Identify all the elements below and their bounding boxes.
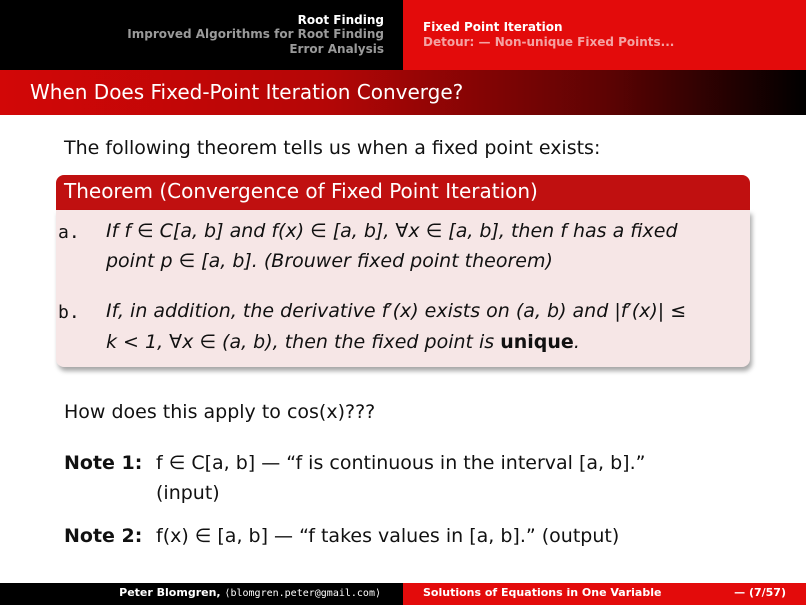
theorem-item-b-line2 <box>106 331 580 353</box>
subsection-nav <box>403 0 806 70</box>
footer-page-number: — (7/57) <box>734 586 786 599</box>
note-2-label: Note 2: <box>64 525 143 547</box>
theorem-title: Theorem (Convergence of Fixed Point Iteration) <box>64 179 538 203</box>
section-nav <box>0 0 403 70</box>
frame-title: When Does Fixed-Point Iteration Converge? <box>30 80 464 104</box>
theorem-block <box>56 175 750 367</box>
note-1-label: Note 1: <box>64 452 143 474</box>
nav-subsection-detour[interactable]: Detour: — Non-unique Fixed Points... <box>423 35 675 49</box>
item-marker-b: b. <box>58 302 80 323</box>
nav-subsection-fixed-point-iteration[interactable]: Fixed Point Iteration <box>423 20 563 34</box>
question-text: How does this apply to cos(x)??? <box>64 401 376 423</box>
intro-text: The following theorem tells us when a fixed point exists: <box>64 137 601 159</box>
theorem-item-b-line1: If, in addition, the derivative f′(x) exists on (a, b) and |f′(x)| ≤ <box>106 300 687 322</box>
footer-left <box>0 583 403 605</box>
footer-right <box>403 583 806 605</box>
theorem-item-a-line1: If f ∈ C[a, b] and f(x) ∈ [a, b], ∀x ∈ [a, b], then f has a fixed <box>106 220 678 242</box>
header-navigation <box>0 0 806 70</box>
footer-author <box>119 586 381 599</box>
frame-title-bar <box>0 70 806 115</box>
note-1-text-cont: (input) <box>156 482 220 504</box>
theorem-body <box>56 210 750 367</box>
theorem-title-bar <box>56 175 750 210</box>
theorem-item-a-line2: point p ∈ [a, b]. (Brouwer fixed point theorem) <box>106 250 553 272</box>
nav-section-improved-algorithms[interactable]: Improved Algorithms for Root Finding <box>127 27 384 41</box>
theorem-item-b-line2-text: k < 1, ∀x ∈ (a, b), then the fixed point is <box>106 331 501 353</box>
nav-section-error-analysis[interactable]: Error Analysis <box>289 42 384 56</box>
note-1-text: f ∈ C[a, b] — “f is continuous in the interval [a, b].” <box>156 452 646 474</box>
item-marker-a: a. <box>58 222 80 243</box>
author-email: ⟨blomgren.peter@gmail.com⟩ <box>224 588 381 599</box>
footer <box>0 583 806 605</box>
theorem-item-b-line2-end: . <box>573 331 580 353</box>
author-name: Peter Blomgren, <box>119 586 221 599</box>
nav-section-root-finding[interactable]: Root Finding <box>297 13 384 27</box>
unique-emphasis: unique <box>500 331 574 353</box>
footer-title[interactable]: Solutions of Equations in One Variable <box>423 586 662 599</box>
note-2-text: f(x) ∈ [a, b] — “f takes values in [a, b].” (output) <box>156 525 620 547</box>
